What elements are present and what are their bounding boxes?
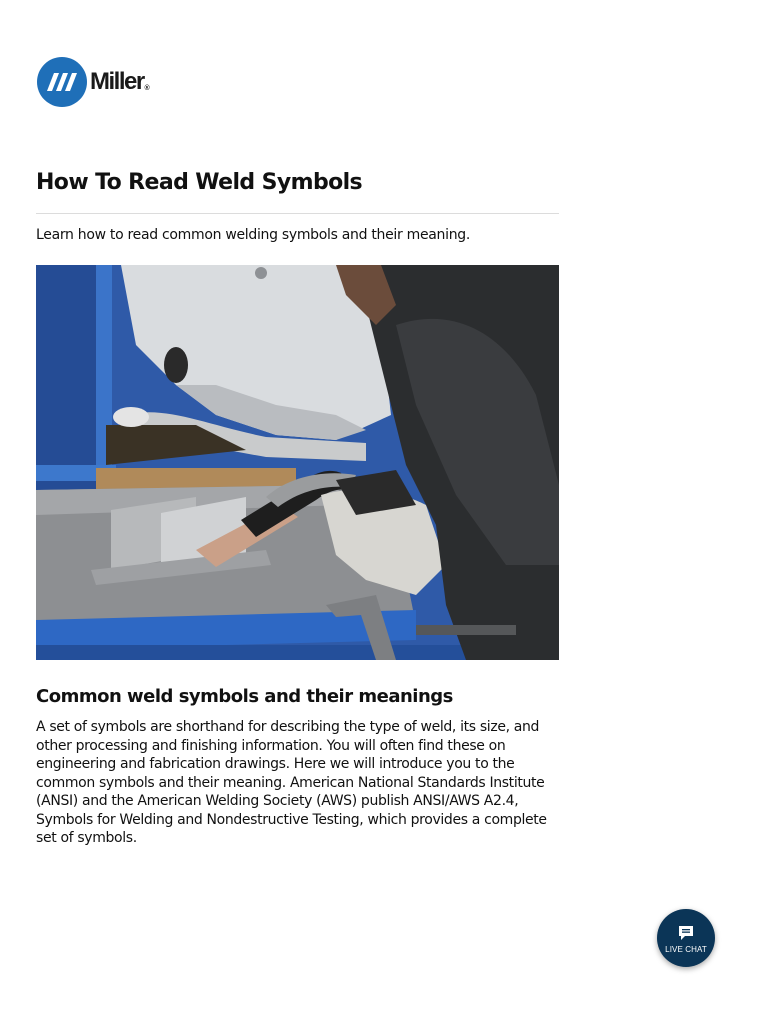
chat-bubble-icon bbox=[677, 924, 695, 942]
section-body: A set of symbols are shorthand for describing the type of weld, its size, and other processing and finishing information. You will often find these on engineering and fabrication drawings. Here we will introduce you to the common symbols and their meaning. American National Standards Institute (ANSI) and the American Welding Society (AWS) publish ANSI/AWS A2.4, Symbols for Welding and Nondestructive Testing, which provides a complete set of symbols. bbox=[36, 719, 547, 846]
miller-logo[interactable] bbox=[37, 57, 150, 107]
live-chat-button[interactable] bbox=[657, 909, 715, 967]
registered-mark: ® bbox=[144, 85, 150, 92]
title-divider bbox=[36, 213, 559, 214]
miller-wordmark: Miller ® bbox=[90, 68, 150, 95]
live-chat-label: LIVE CHAT bbox=[665, 945, 707, 954]
miller-logo-icon bbox=[37, 57, 87, 107]
section-heading: Common weld symbols and their meanings bbox=[36, 686, 453, 707]
hero-image-welder bbox=[36, 265, 559, 660]
page-title: How To Read Weld Symbols bbox=[36, 170, 363, 195]
page-subtitle: Learn how to read common welding symbols and their meaning. bbox=[36, 227, 471, 243]
